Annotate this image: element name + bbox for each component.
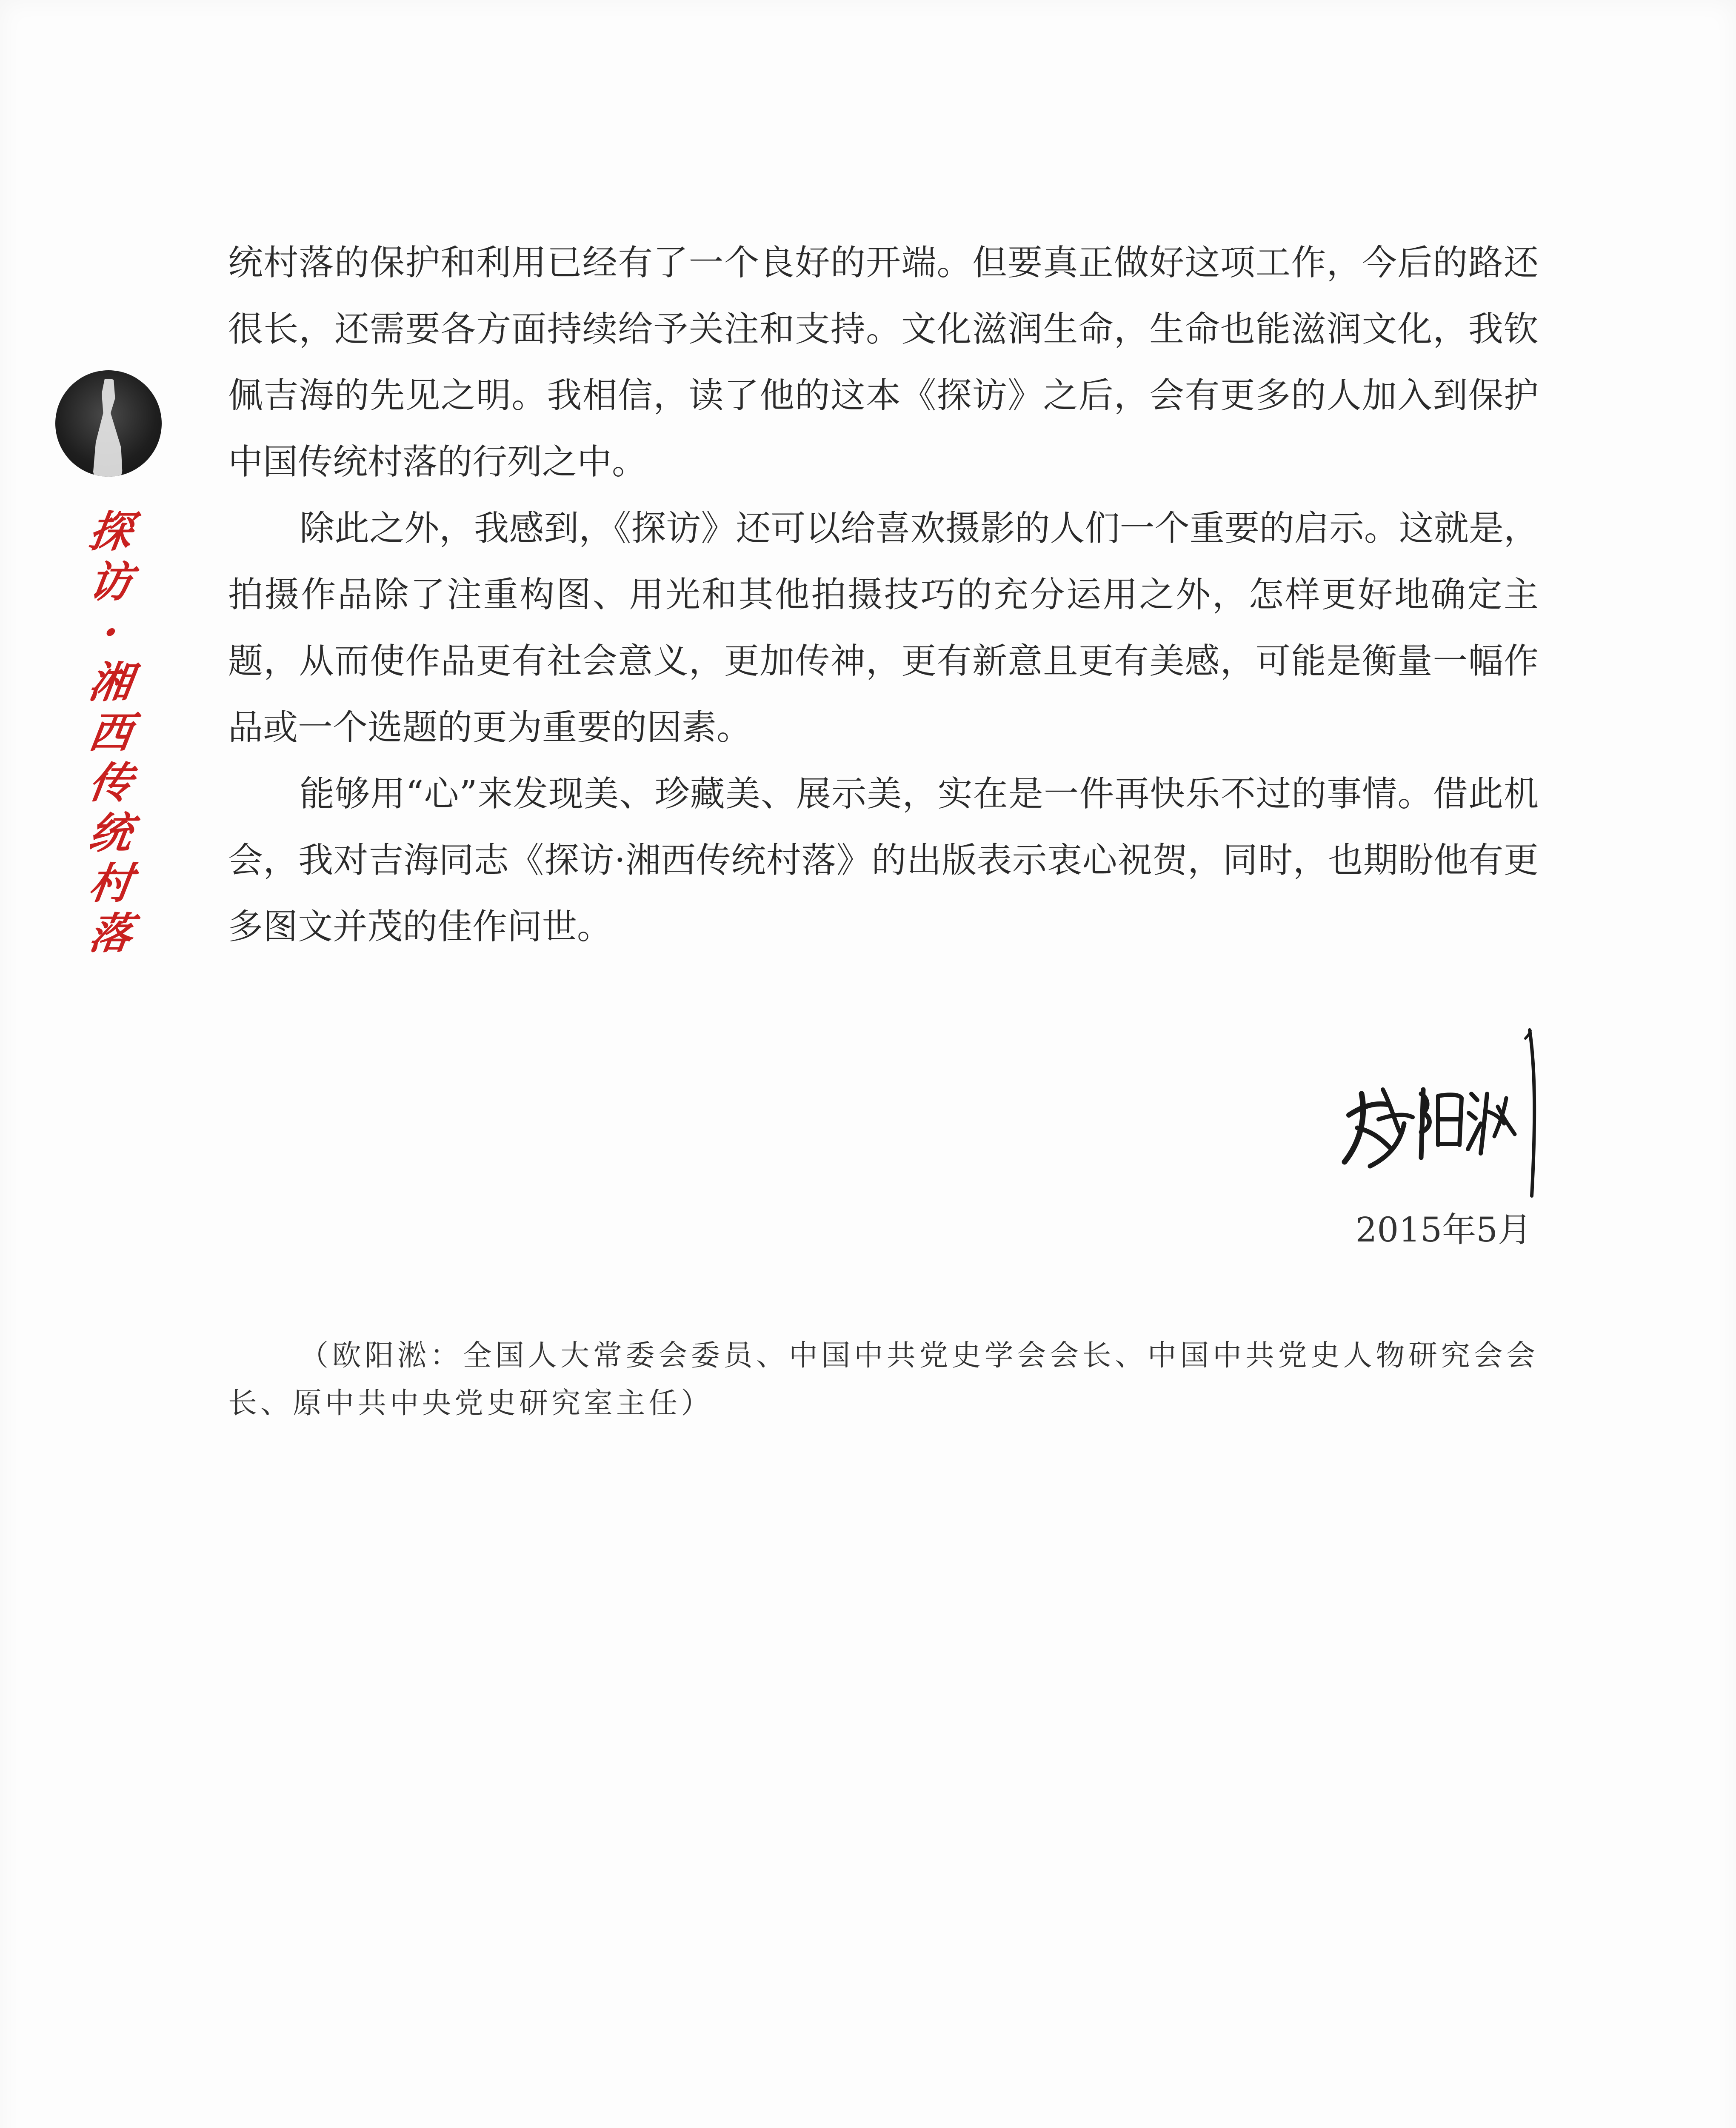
ink-figure-emblem <box>55 370 162 477</box>
side-title-char: · <box>100 607 122 657</box>
side-title-char: 村 <box>86 858 136 908</box>
side-title-char: 西 <box>86 707 136 758</box>
side-title-char: 落 <box>86 908 136 958</box>
side-vertical-title <box>83 506 138 958</box>
body-text <box>228 230 1539 960</box>
side-title-char: 统 <box>86 808 136 858</box>
date-line: 2015年5月 <box>1355 1210 1532 1250</box>
paragraph-3: 能够用“心”来发现美、珍藏美、展示美，实在是一件再快乐不过的事情。借此机会，我对吉海同志《探访·湘西传统村落》的出版表示衷心祝贺，同时，也期盼他有更多图文并茂的佳作问世。 <box>228 774 1539 947</box>
figure-silhouette-icon <box>93 379 123 477</box>
paragraph-1: 统村落的保护和利用已经有了一个良好的开端。但要真正做好这项工作，今后的路还很长，还需要各方面持续给予关注和支持。文化滋润生命，生命也能滋润文化，我钦佩吉海的先见之明。我相信，读了他的这本《探访》之后，会有更多的人加入到保护中国传统村落的行列之中。 <box>228 243 1539 482</box>
side-title-char: 访 <box>86 557 136 607</box>
side-title-char: 湘 <box>86 657 136 707</box>
paragraph-2: 除此之外，我感到，《探访》还可以给喜欢摄影的人们一个重要的启示。这就是，拍摄作品除了注重构图、用光和其他拍摄技巧的充分运用之外，怎样更好地确定主题，从而使作品更有社会意义，更加传神，更有新意且更有美感，可能是衡量一幅作品或一个选题的更为重要的因素。 <box>228 508 1539 748</box>
side-title-char: 传 <box>86 758 136 808</box>
author-note: （欧阳淞：全国人大常委会委员、中国中共党史学会会长、中国中共党史人物研究会会长、原中共中央党史研究室主任） <box>228 1339 1539 1420</box>
side-title-char: 探 <box>86 506 136 557</box>
handwritten-signature <box>1336 1021 1540 1200</box>
